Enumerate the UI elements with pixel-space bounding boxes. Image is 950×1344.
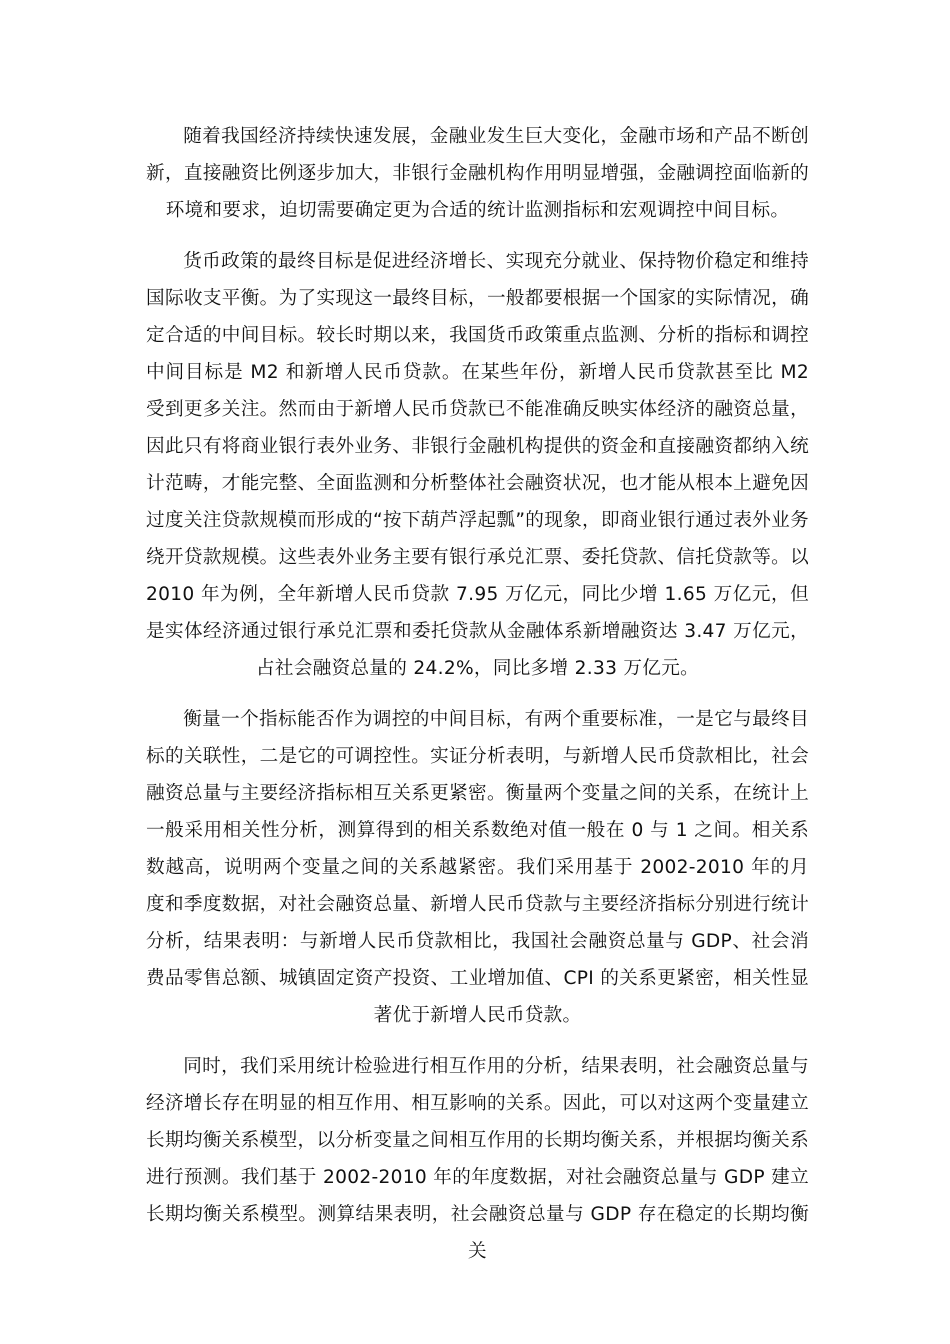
paragraph-3: 衡量一个指标能否作为调控的中间目标，有两个重要标准，一是它与最终目标的关联性，二是它的可调控性。实证分析表明，与新增人民币贷款相比，社会融资总量与主要经济指标相互关系更紧密。衡量两个变量之间的关系，在统计上一般采用相关性分析，测算得到的相关系数绝对值一般在 0 与 1 之间。相关系数越高，说明两个变量之间的关系越紧密。我们采用基于 2002-2010 年的月度和季度数据，对社会融资总量、新增人民币贷款与主要经济指标分别进行统计分析，结果表明：与新增人民币贷款相比，我国社会融资总量与 GDP、社会消费品零售总额、城镇固定资产投资、工业增加值、CPI 的关系更紧密，相关性显著优于新增人民币贷款。 bbox=[146, 709, 809, 1026]
document-body bbox=[146, 118, 809, 1284]
paragraph-2: 货币政策的最终目标是促进经济增长、实现充分就业、保持物价稳定和维持国际收支平衡。为了实现这一最终目标，一般都要根据一个国家的实际情况，确定合适的中间目标。较长时期以来，我国货币政策重点监测、分析的指标和调控中间目标是 M2 和新增人民币贷款。在某些年份，新增人民币贷款甚至比 M2 受到更多关注。然而由于新增人民币贷款已不能准确反映实体经济的融资总量，因此只有将商业银行表外业务、非银行金融机构提供的资金和直接融资都纳入统计范畴，才能完整、全面监测和分析整体社会融资状况，也才能从根本上避免因过度关注贷款规模而形成的“按下葫芦浮起瓢”的现象，即商业银行通过表外业务绕开贷款规模。这些表外业务主要有银行承兑汇票、委托贷款、信托贷款等。以 2010 年为例，全年新增人民币贷款 7.95 万亿元，同比少增 1.65 万亿元，但是实体经济通过银行承兑汇票和委托贷款从金融体系新增融资达 3.47 万亿元，占社会融资总量的 24.2%，同比多增 2.33 万亿元。 bbox=[146, 251, 809, 679]
paragraph-1: 随着我国经济持续快速发展，金融业发生巨大变化，金融市场和产品不断创新，直接融资比例逐步加大，非银行金融机构作用明显增强，金融调控面临新的环境和要求，迫切需要确定更为合适的统计监测指标和宏观调控中间目标。 bbox=[146, 126, 809, 221]
paragraph-4: 同时，我们采用统计检验进行相互作用的分析，结果表明，社会融资总量与经济增长存在明显的相互作用、相互影响的关系。因此，可以对这两个变量建立长期均衡关系模型，以分析变量之间相互作用的长期均衡关系，并根据均衡关系进行预测。我们基于 2002-2010 年的年度数据，对社会融资总量与 GDP 建立长期均衡关系模型。测算结果表明，社会融资总量与 GDP 存在稳定的长期均衡关 bbox=[146, 1056, 809, 1262]
